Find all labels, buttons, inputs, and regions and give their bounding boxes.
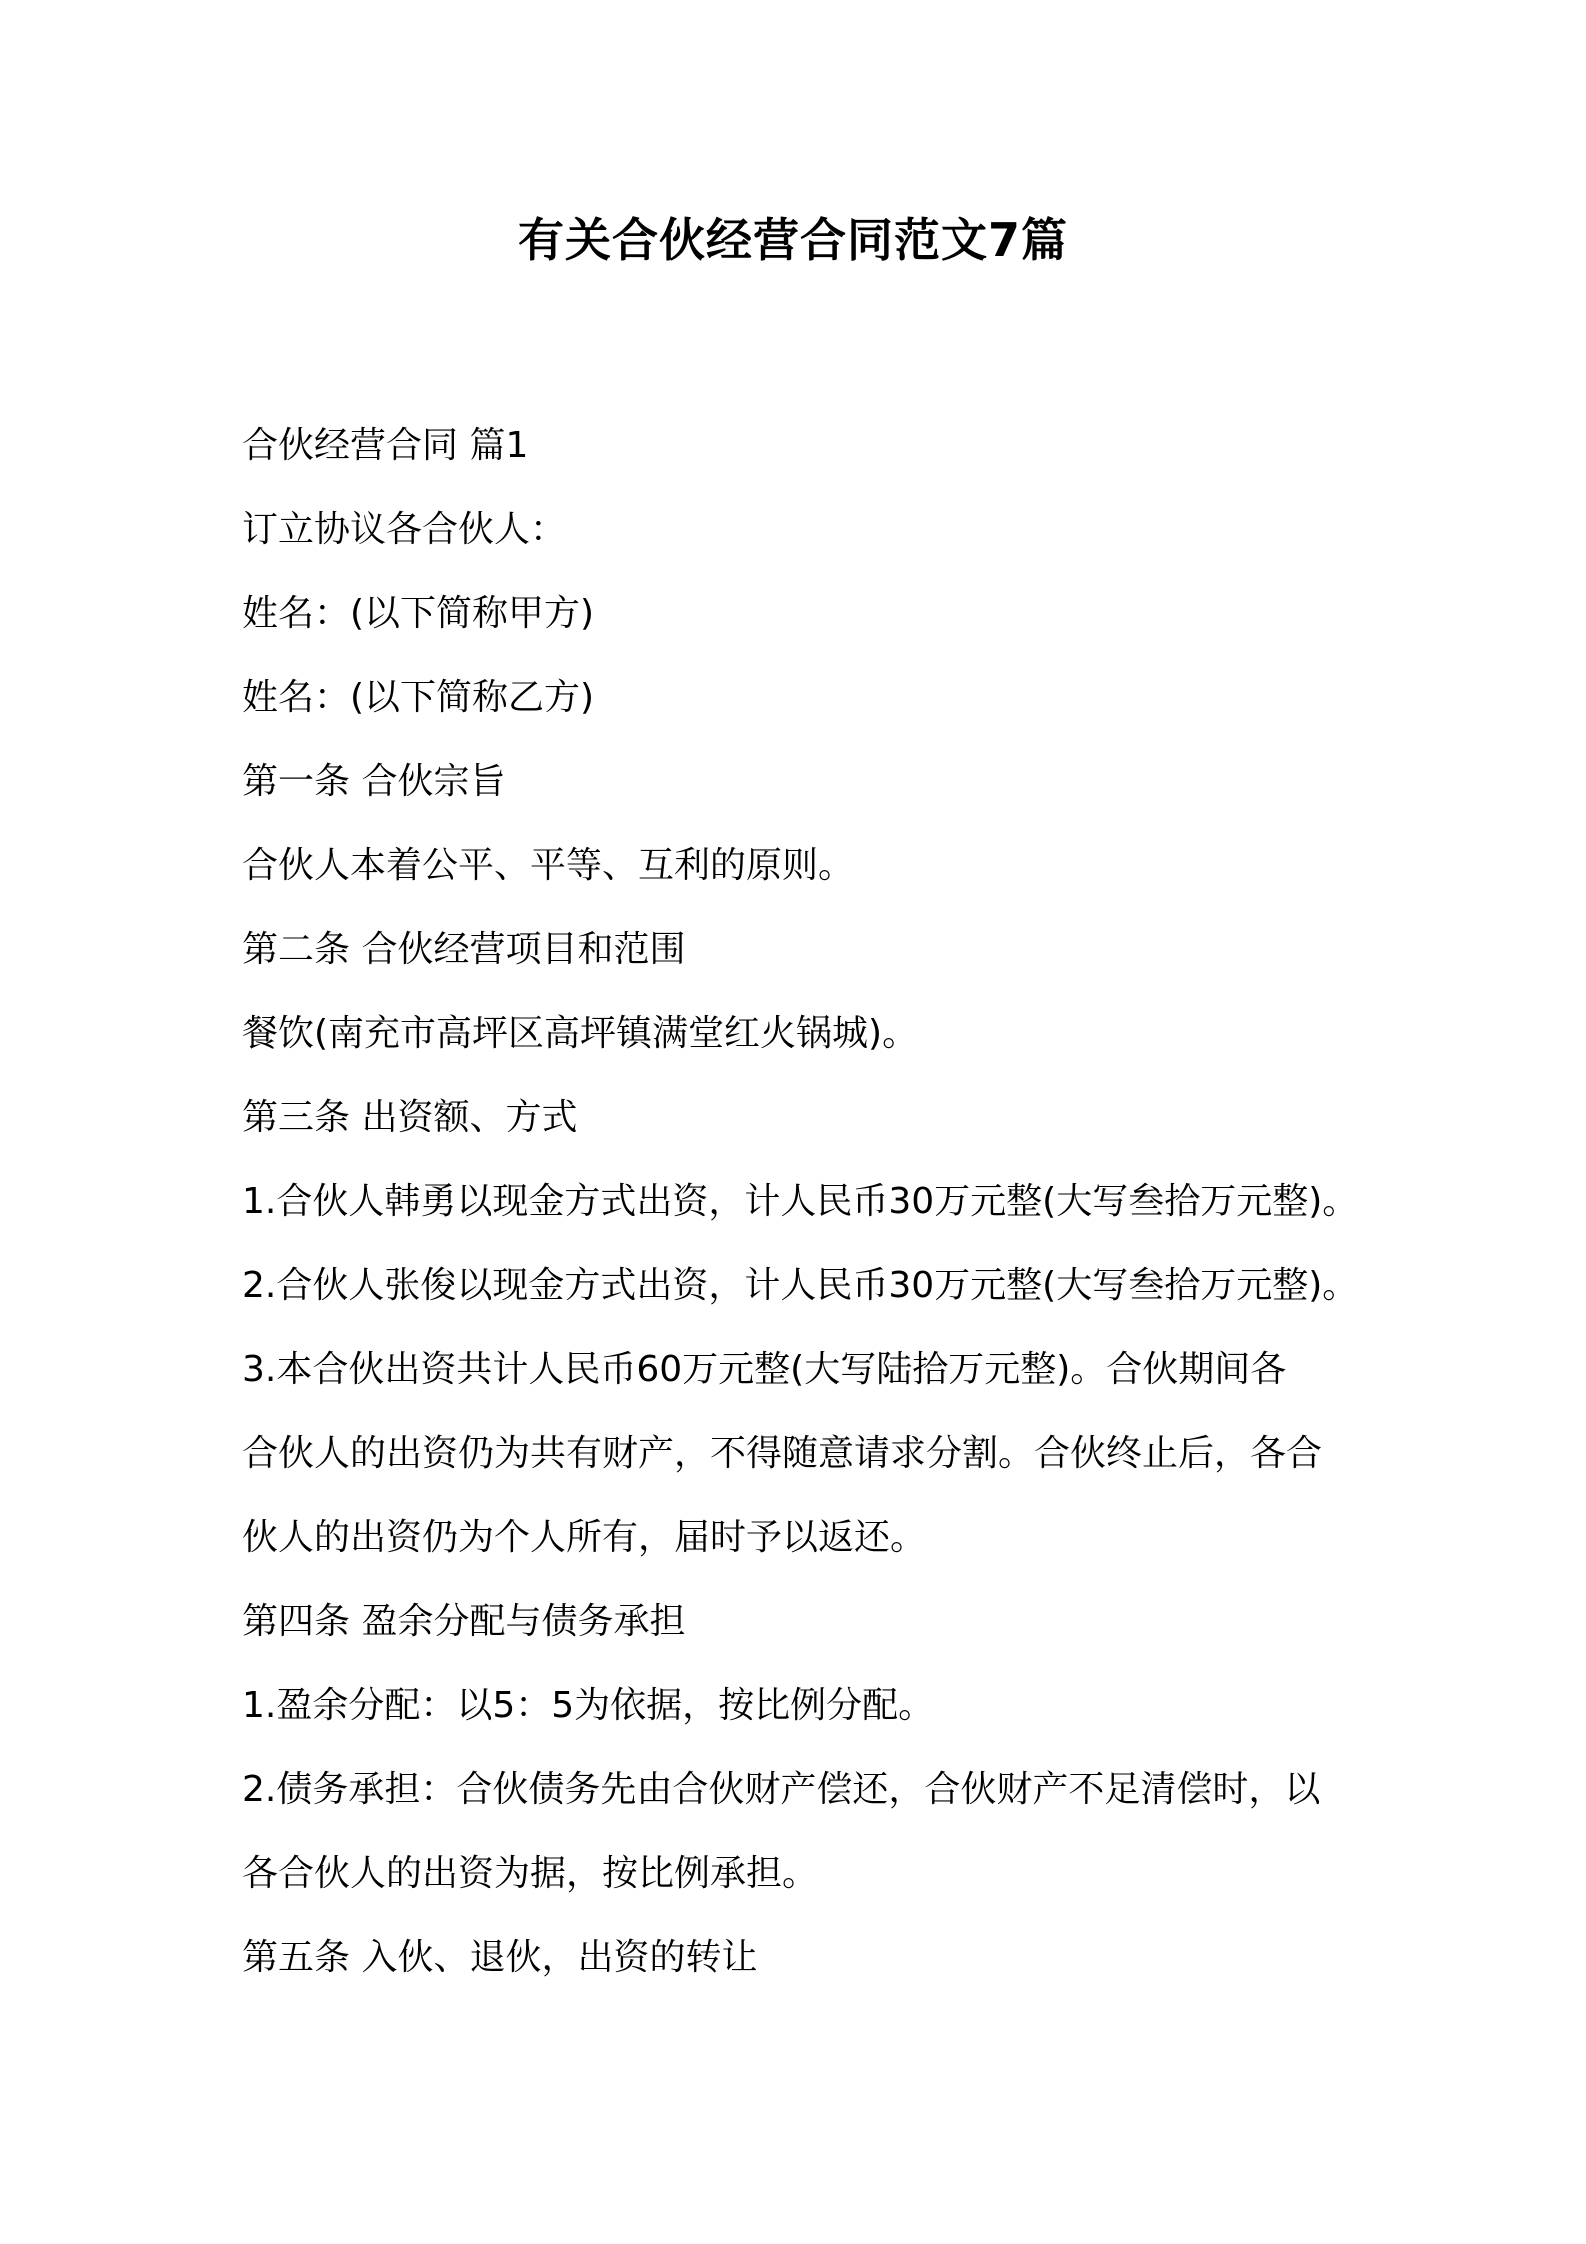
- article-heading: 第一条 合伙宗旨: [242, 761, 506, 802]
- paragraph-line: 1.合伙人韩勇以现金方式出资，计人民币30万元整(大写叁拾万元整)。: [242, 1181, 1359, 1222]
- paragraph-line: 伙人的出资仍为个人所有，届时予以返还。: [242, 1517, 927, 1558]
- article-heading: 第三条 出资额、方式: [242, 1097, 578, 1138]
- section-heading-contract-1: 合伙经营合同 篇1: [242, 425, 529, 466]
- paragraph-line: 餐饮(南充市高坪区高坪镇满堂红火锅城)。: [242, 1013, 919, 1054]
- paragraph-line: 订立协议各合伙人：: [242, 509, 567, 550]
- article-heading: 第五条 入伙、退伙，出资的转让: [242, 1937, 758, 1978]
- paragraph-line: 合伙人本着公平、平等、互利的原则。: [242, 845, 855, 886]
- paragraph-line: 2.债务承担：合伙债务先由合伙财产偿还，合伙财产不足清偿时，以: [242, 1769, 1321, 1810]
- party-a-line: 姓名：(以下简称甲方): [242, 593, 595, 634]
- document-body: [242, 404, 1382, 2000]
- party-b-line: 姓名：(以下简称乙方): [242, 677, 595, 718]
- article-heading: 第二条 合伙经营项目和范围: [242, 929, 686, 970]
- paragraph-line: 各合伙人的出资为据，按比例承担。: [242, 1853, 819, 1894]
- document-title: 有关合伙经营合同范文7篇: [517, 213, 1068, 267]
- article-heading: 第四条 盈余分配与债务承担: [242, 1601, 686, 1642]
- paragraph-line: 3.本合伙出资共计人民币60万元整(大写陆拾万元整)。合伙期间各: [242, 1349, 1287, 1390]
- paragraph-line: 1.盈余分配：以5：5为依据，按比例分配。: [242, 1685, 935, 1726]
- paragraph-line: 合伙人的出资仍为共有财产，不得随意请求分割。合伙终止后，各合: [242, 1433, 1323, 1474]
- paragraph-line: 2.合伙人张俊以现金方式出资，计人民币30万元整(大写叁拾万元整)。: [242, 1265, 1359, 1306]
